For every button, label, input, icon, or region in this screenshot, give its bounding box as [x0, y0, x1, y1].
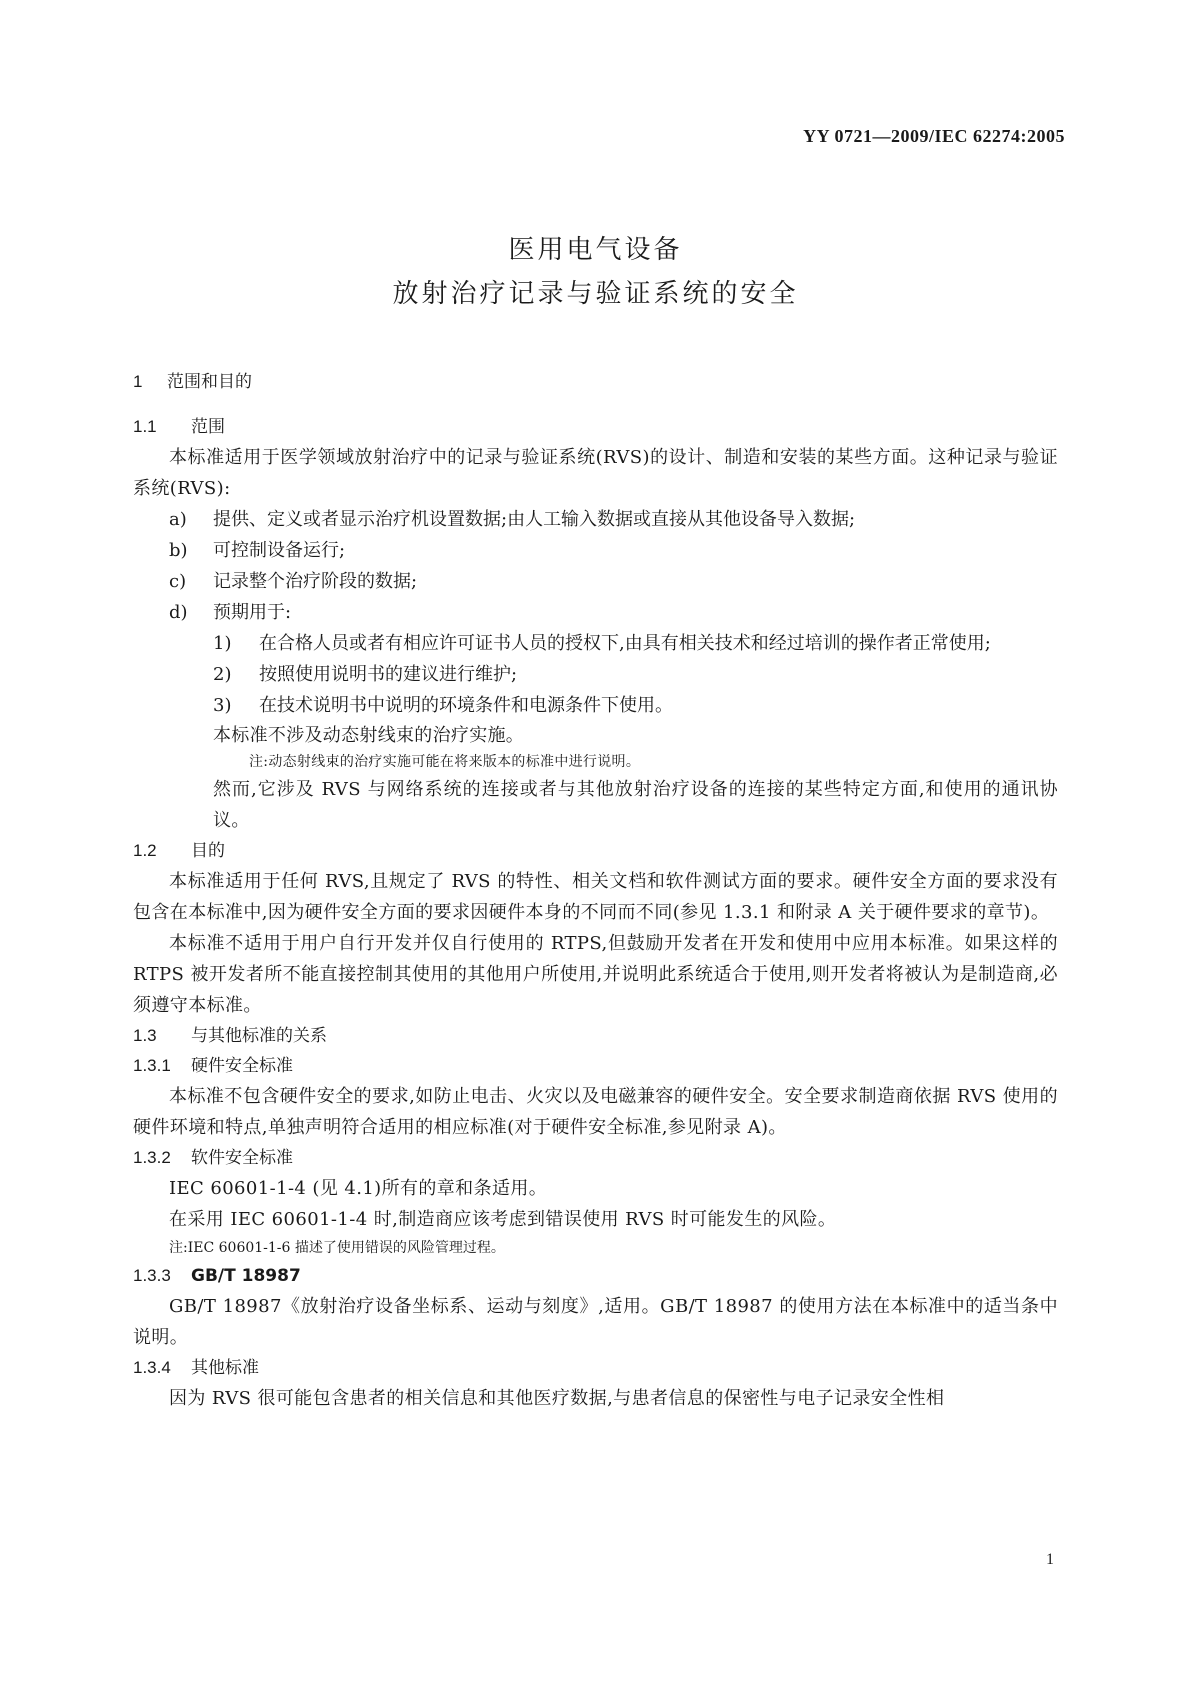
- section-title: 与其他标准的关系: [191, 1026, 327, 1046]
- paragraph-gbt-18987: GB/T 18987《放射治疗设备坐标系、运动与刻度》,适用。GB/T 18987 的使用方法在本标准中的适当条中说明。: [133, 1296, 1058, 1348]
- standard-code: YY 0721—2009/IEC 62274:2005: [803, 126, 1065, 146]
- paragraph-scope-intro: 本标准适用于医学领域放射治疗中的记录与验证系统(RVS)的设计、制造和安装的某些方面。这种记录与验证系统(RVS):: [133, 447, 1058, 499]
- document-title-line-1: 医用电气设备: [508, 235, 683, 265]
- section-number: 1.3: [133, 1026, 157, 1045]
- section-title: 其他标准: [191, 1358, 259, 1378]
- section-1-1-heading: [133, 412, 1058, 442]
- list-marker: c): [169, 571, 187, 592]
- section-number: 1.2: [133, 841, 157, 860]
- list-marker: 1): [213, 633, 232, 654]
- section-number: 1.3.3: [133, 1266, 171, 1285]
- section-title: 范围: [191, 417, 225, 437]
- section-1-3-heading: [133, 1021, 1058, 1051]
- section-1-3-2-heading: [133, 1143, 1058, 1173]
- paragraph-software-safety-1: IEC 60601-1-4 (见 4.1)所有的章和条适用。: [169, 1178, 548, 1199]
- sublist-item-2: [133, 659, 1058, 690]
- section-title: 硬件安全标准: [191, 1056, 293, 1076]
- list-text: 可控制设备运行;: [213, 540, 346, 561]
- list-text: 记录整个治疗阶段的数据;: [213, 571, 418, 592]
- list-text: 按照使用说明书的建议进行维护;: [259, 664, 518, 685]
- section-1-2-heading: [133, 836, 1058, 866]
- list-item-b: [133, 535, 1058, 566]
- section-title: 目的: [191, 841, 225, 861]
- list-text: 提供、定义或者显示治疗机设置数据;由人工输入数据或直接从其他设备导入数据;: [213, 509, 856, 530]
- list-marker: d): [169, 602, 188, 623]
- list-item-d: [133, 597, 1058, 628]
- sublist-item-1: [133, 628, 1058, 659]
- list-text: 在合格人员或者有相应许可证书人员的授权下,由具有相关技术和经过培训的操作者正常使用;: [259, 633, 991, 654]
- section-1-3-1-heading: [133, 1051, 1058, 1081]
- paragraph-software-safety-2: 在采用 IEC 60601-1-4 时,制造商应该考虑到错误使用 RVS 时可能发生的风险。: [169, 1209, 837, 1230]
- sublist-item-3: [133, 690, 1058, 721]
- section-1-3-4-heading: [133, 1353, 1058, 1383]
- section-number: 1.3.1: [133, 1056, 171, 1075]
- section-1-3-3-heading: [133, 1261, 1058, 1291]
- list-marker: b): [169, 540, 188, 561]
- section-number: 1.3.4: [133, 1358, 171, 1377]
- list-marker: 2): [213, 664, 232, 685]
- list-marker: 3): [213, 695, 232, 716]
- list-marker: a): [169, 509, 187, 530]
- section-number: 1.1: [133, 417, 157, 436]
- document-body: [133, 362, 1058, 1414]
- dynamic-beam-text: 本标准不涉及动态射线束的治疗实施。: [213, 725, 525, 746]
- list-text: 预期用于:: [213, 602, 292, 623]
- dynamic-beam-note: 注:动态射线束的治疗实施可能在将来版本的标准中进行说明。: [249, 754, 641, 770]
- paragraph-purpose-2: 本标准不适用于用户自行开发并仅自行使用的 RTPS,但鼓励开发者在开发和使用中应用本标准。如果这样的 RTPS 被开发者所不能直接控制其使用的其他用户所使用,并说明此系统适合于使用,则开发者将被认为是制造商,必须遵守本标准。: [133, 933, 1058, 1016]
- list-text: 在技术说明书中说明的环境条件和电源条件下使用。: [259, 695, 673, 716]
- paragraph-other-standards: 因为 RVS 很可能包含患者的相关信息和其他医疗数据,与患者信息的保密性与电子记录安全性相: [169, 1388, 945, 1409]
- section-number: 1.3.2: [133, 1148, 171, 1167]
- section-number: 1: [133, 372, 143, 391]
- paragraph-hardware-safety: 本标准不包含硬件安全的要求,如防止电击、火灾以及电磁兼容的硬件安全。安全要求制造商依据 RVS 使用的硬件环境和特点,单独声明符合适用的相应标准(对于硬件安全标准,参见附录 A)。: [133, 1086, 1058, 1138]
- page-number: 1: [1046, 1551, 1054, 1568]
- section-1-heading: [133, 362, 1058, 412]
- list-item-a: [133, 504, 1058, 535]
- paragraph-purpose-1: 本标准适用于任何 RVS,且规定了 RVS 的特性、相关文档和软件测试方面的要求。硬件安全方面的要求没有包含在本标准中,因为硬件安全方面的要求因硬件本身的不同而不同(参见 1.3.1 和附录 A 关于硬件要求的章节)。: [133, 871, 1058, 923]
- network-connection-text: 然而,它涉及 RVS 与网络系统的连接或者与其他放射治疗设备的连接的某些特定方面,和使用的通讯协议。: [213, 779, 1058, 831]
- dynamic-beam-block: [133, 721, 1058, 774]
- document-title-line-2: 放射治疗记录与验证系统的安全: [392, 279, 799, 309]
- section-title: 软件安全标准: [191, 1148, 293, 1168]
- software-safety-note: 注:IEC 60601-1-6 描述了使用错误的风险管理过程。: [169, 1240, 505, 1256]
- list-item-c: [133, 566, 1058, 597]
- section-title: 范围和目的: [167, 372, 252, 392]
- section-title: GB/T 18987: [191, 1266, 301, 1286]
